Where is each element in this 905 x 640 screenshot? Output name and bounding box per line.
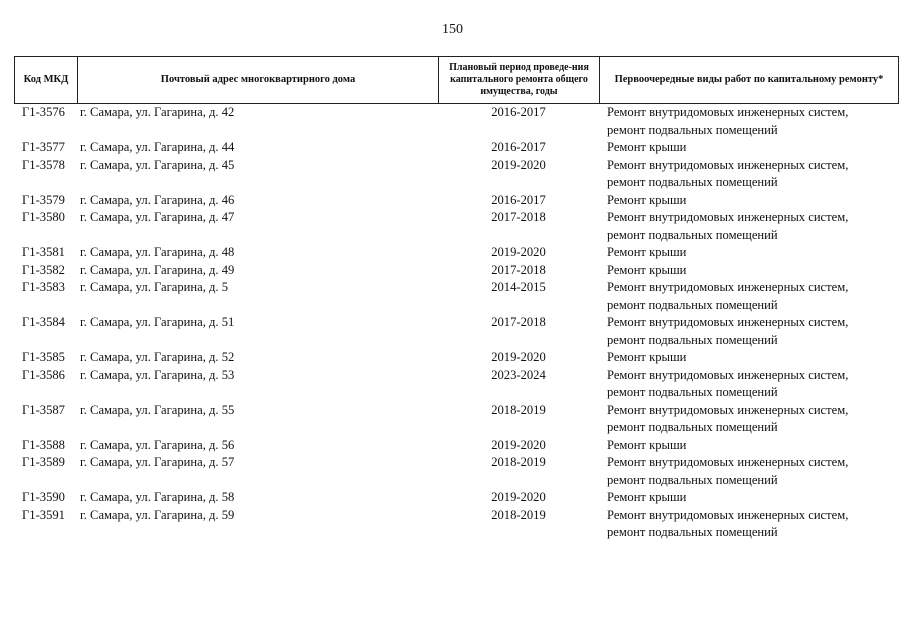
cell-code: Г1-3585: [22, 350, 65, 364]
header-period: Плановый период проведе-ния капитального ремонта общего имущества, годы: [438, 57, 599, 103]
table-row: [14, 454, 899, 489]
cell-works: [599, 489, 899, 507]
cell-address: г. Самара, ул. Гагарина, д. 42: [80, 105, 235, 119]
cell-period: 2017-2018: [491, 210, 546, 224]
table-row: [14, 244, 899, 262]
table-header: [14, 56, 899, 104]
cell-works: [599, 209, 899, 244]
works-line: Ремонт внутридомовых инженерных систем,: [607, 367, 849, 382]
works-line: Ремонт внутридомовых инженерных систем,: [607, 402, 849, 417]
table-row: [14, 209, 899, 244]
cell-period: 2017-2018: [491, 262, 546, 277]
works-line: Ремонт внутридомовых инженерных систем,: [607, 210, 849, 224]
cell-address: г. Самара, ул. Гагарина, д. 5: [80, 280, 228, 294]
cell-code: Г1-3576: [22, 105, 65, 119]
cell-address: г. Самара, ул. Гагарина, д. 49: [80, 262, 235, 277]
cell-address: г. Самара, ул. Гагарина, д. 47: [80, 210, 235, 224]
cell-period: 2018-2019: [491, 402, 546, 417]
cell-address: г. Самара, ул. Гагарина, д. 55: [80, 402, 235, 417]
header-address: Почтовый адрес многоквартирного дома: [77, 57, 438, 103]
cell-works: [599, 157, 899, 192]
cell-works: [599, 367, 899, 402]
works-line: ремонт подвальных помещений: [607, 122, 778, 137]
works-line: ремонт подвальных помещений: [607, 472, 778, 487]
works-line: Ремонт крыши: [607, 262, 687, 277]
cell-address: г. Самара, ул. Гагарина, д. 56: [80, 437, 235, 452]
cell-period: 2018-2019: [491, 455, 546, 469]
works-line: Ремонт внутридомовых инженерных систем,: [607, 157, 849, 172]
cell-address: г. Самара, ул. Гагарина, д. 53: [80, 367, 235, 382]
works-line: ремонт подвальных помещений: [607, 175, 778, 189]
works-line: Ремонт крыши: [607, 192, 687, 207]
cell-address: г. Самара, ул. Гагарина, д. 51: [80, 315, 235, 329]
works-line: Ремонт внутридомовых инженерных систем,: [607, 455, 849, 469]
table-row: [14, 437, 899, 455]
table-body: [14, 104, 899, 542]
cell-period: 2019-2020: [491, 157, 546, 172]
works-line: ремонт подвальных помещений: [607, 420, 778, 434]
works-line: Ремонт внутридомовых инженерных систем,: [607, 507, 849, 522]
page-number: 150: [442, 22, 463, 37]
cell-period: 2016-2017: [491, 192, 546, 207]
works-line: Ремонт крыши: [607, 350, 687, 364]
cell-period: 2019-2020: [491, 490, 546, 504]
works-line: Ремонт крыши: [607, 140, 687, 154]
cell-code: Г1-3577: [22, 140, 65, 154]
works-line: Ремонт внутридомовых инженерных систем,: [607, 280, 849, 294]
cell-code: Г1-3586: [22, 367, 65, 382]
table-row: [14, 489, 899, 507]
cell-works: [599, 454, 899, 489]
cell-code: Г1-3583: [22, 280, 65, 294]
cell-address: г. Самара, ул. Гагарина, д. 46: [80, 192, 235, 207]
cell-period: 2019-2020: [491, 350, 546, 364]
cell-address: г. Самара, ул. Гагарина, д. 58: [80, 490, 235, 504]
cell-works: [599, 279, 899, 314]
cell-period: 2017-2018: [491, 315, 546, 329]
works-line: Ремонт крыши: [607, 437, 687, 452]
cell-address: г. Самара, ул. Гагарина, д. 59: [80, 507, 235, 522]
cell-period: 2016-2017: [491, 140, 546, 154]
works-line: ремонт подвальных помещений: [607, 297, 778, 312]
table-row: [14, 279, 899, 314]
works-line: ремонт подвальных помещений: [607, 385, 778, 399]
cell-works: [599, 507, 899, 542]
cell-works: [599, 192, 899, 210]
table-row: [14, 349, 899, 367]
cell-code: Г1-3582: [22, 262, 65, 277]
cell-works: [599, 437, 899, 455]
cell-works: [599, 139, 899, 157]
cell-code: Г1-3587: [22, 402, 65, 417]
table-row: [14, 367, 899, 402]
cell-address: г. Самара, ул. Гагарина, д. 45: [80, 157, 235, 172]
table-row: [14, 262, 899, 280]
table-row: [14, 157, 899, 192]
works-line: Ремонт внутридомовых инженерных систем,: [607, 315, 849, 329]
cell-period: 2023-2024: [491, 367, 546, 382]
cell-code: Г1-3581: [22, 245, 65, 259]
cell-period: 2019-2020: [491, 245, 546, 259]
cell-address: г. Самара, ул. Гагарина, д. 57: [80, 455, 235, 469]
cell-works: [599, 314, 899, 349]
cell-works: [599, 262, 899, 280]
works-line: Ремонт крыши: [607, 490, 687, 504]
cell-works: [599, 402, 899, 437]
table-row: [14, 192, 899, 210]
works-line: ремонт подвальных помещений: [607, 227, 778, 242]
cell-address: г. Самара, ул. Гагарина, д. 52: [80, 350, 235, 364]
cell-code: Г1-3589: [22, 455, 65, 469]
cell-period: 2016-2017: [491, 105, 546, 119]
table-row: [14, 402, 899, 437]
table-row: [14, 139, 899, 157]
works-line: Ремонт крыши: [607, 245, 687, 259]
cell-code: Г1-3579: [22, 192, 65, 207]
cell-period: 2018-2019: [491, 507, 546, 522]
cell-code: Г1-3590: [22, 490, 65, 504]
cell-works: [599, 244, 899, 262]
cell-works: [599, 104, 899, 139]
cell-address: г. Самара, ул. Гагарина, д. 48: [80, 245, 235, 259]
header-works: Первоочередные виды работ по капитальному ремонту*: [599, 57, 899, 103]
works-line: ремонт подвальных помещений: [607, 332, 778, 347]
table-row: [14, 507, 899, 542]
works-line: Ремонт внутридомовых инженерных систем,: [607, 105, 849, 119]
header-code: Код МКД: [14, 57, 77, 103]
cell-period: 2019-2020: [491, 437, 546, 452]
cell-address: г. Самара, ул. Гагарина, д. 44: [80, 140, 235, 154]
table-row: [14, 314, 899, 349]
cell-period: 2014-2015: [491, 280, 546, 294]
cell-code: Г1-3591: [22, 507, 65, 522]
cell-code: Г1-3580: [22, 210, 65, 224]
table-row: [14, 104, 899, 139]
cell-code: Г1-3588: [22, 437, 65, 452]
cell-works: [599, 349, 899, 367]
works-line: ремонт подвальных помещений: [607, 525, 778, 539]
cell-code: Г1-3578: [22, 157, 65, 172]
cell-code: Г1-3584: [22, 315, 65, 329]
